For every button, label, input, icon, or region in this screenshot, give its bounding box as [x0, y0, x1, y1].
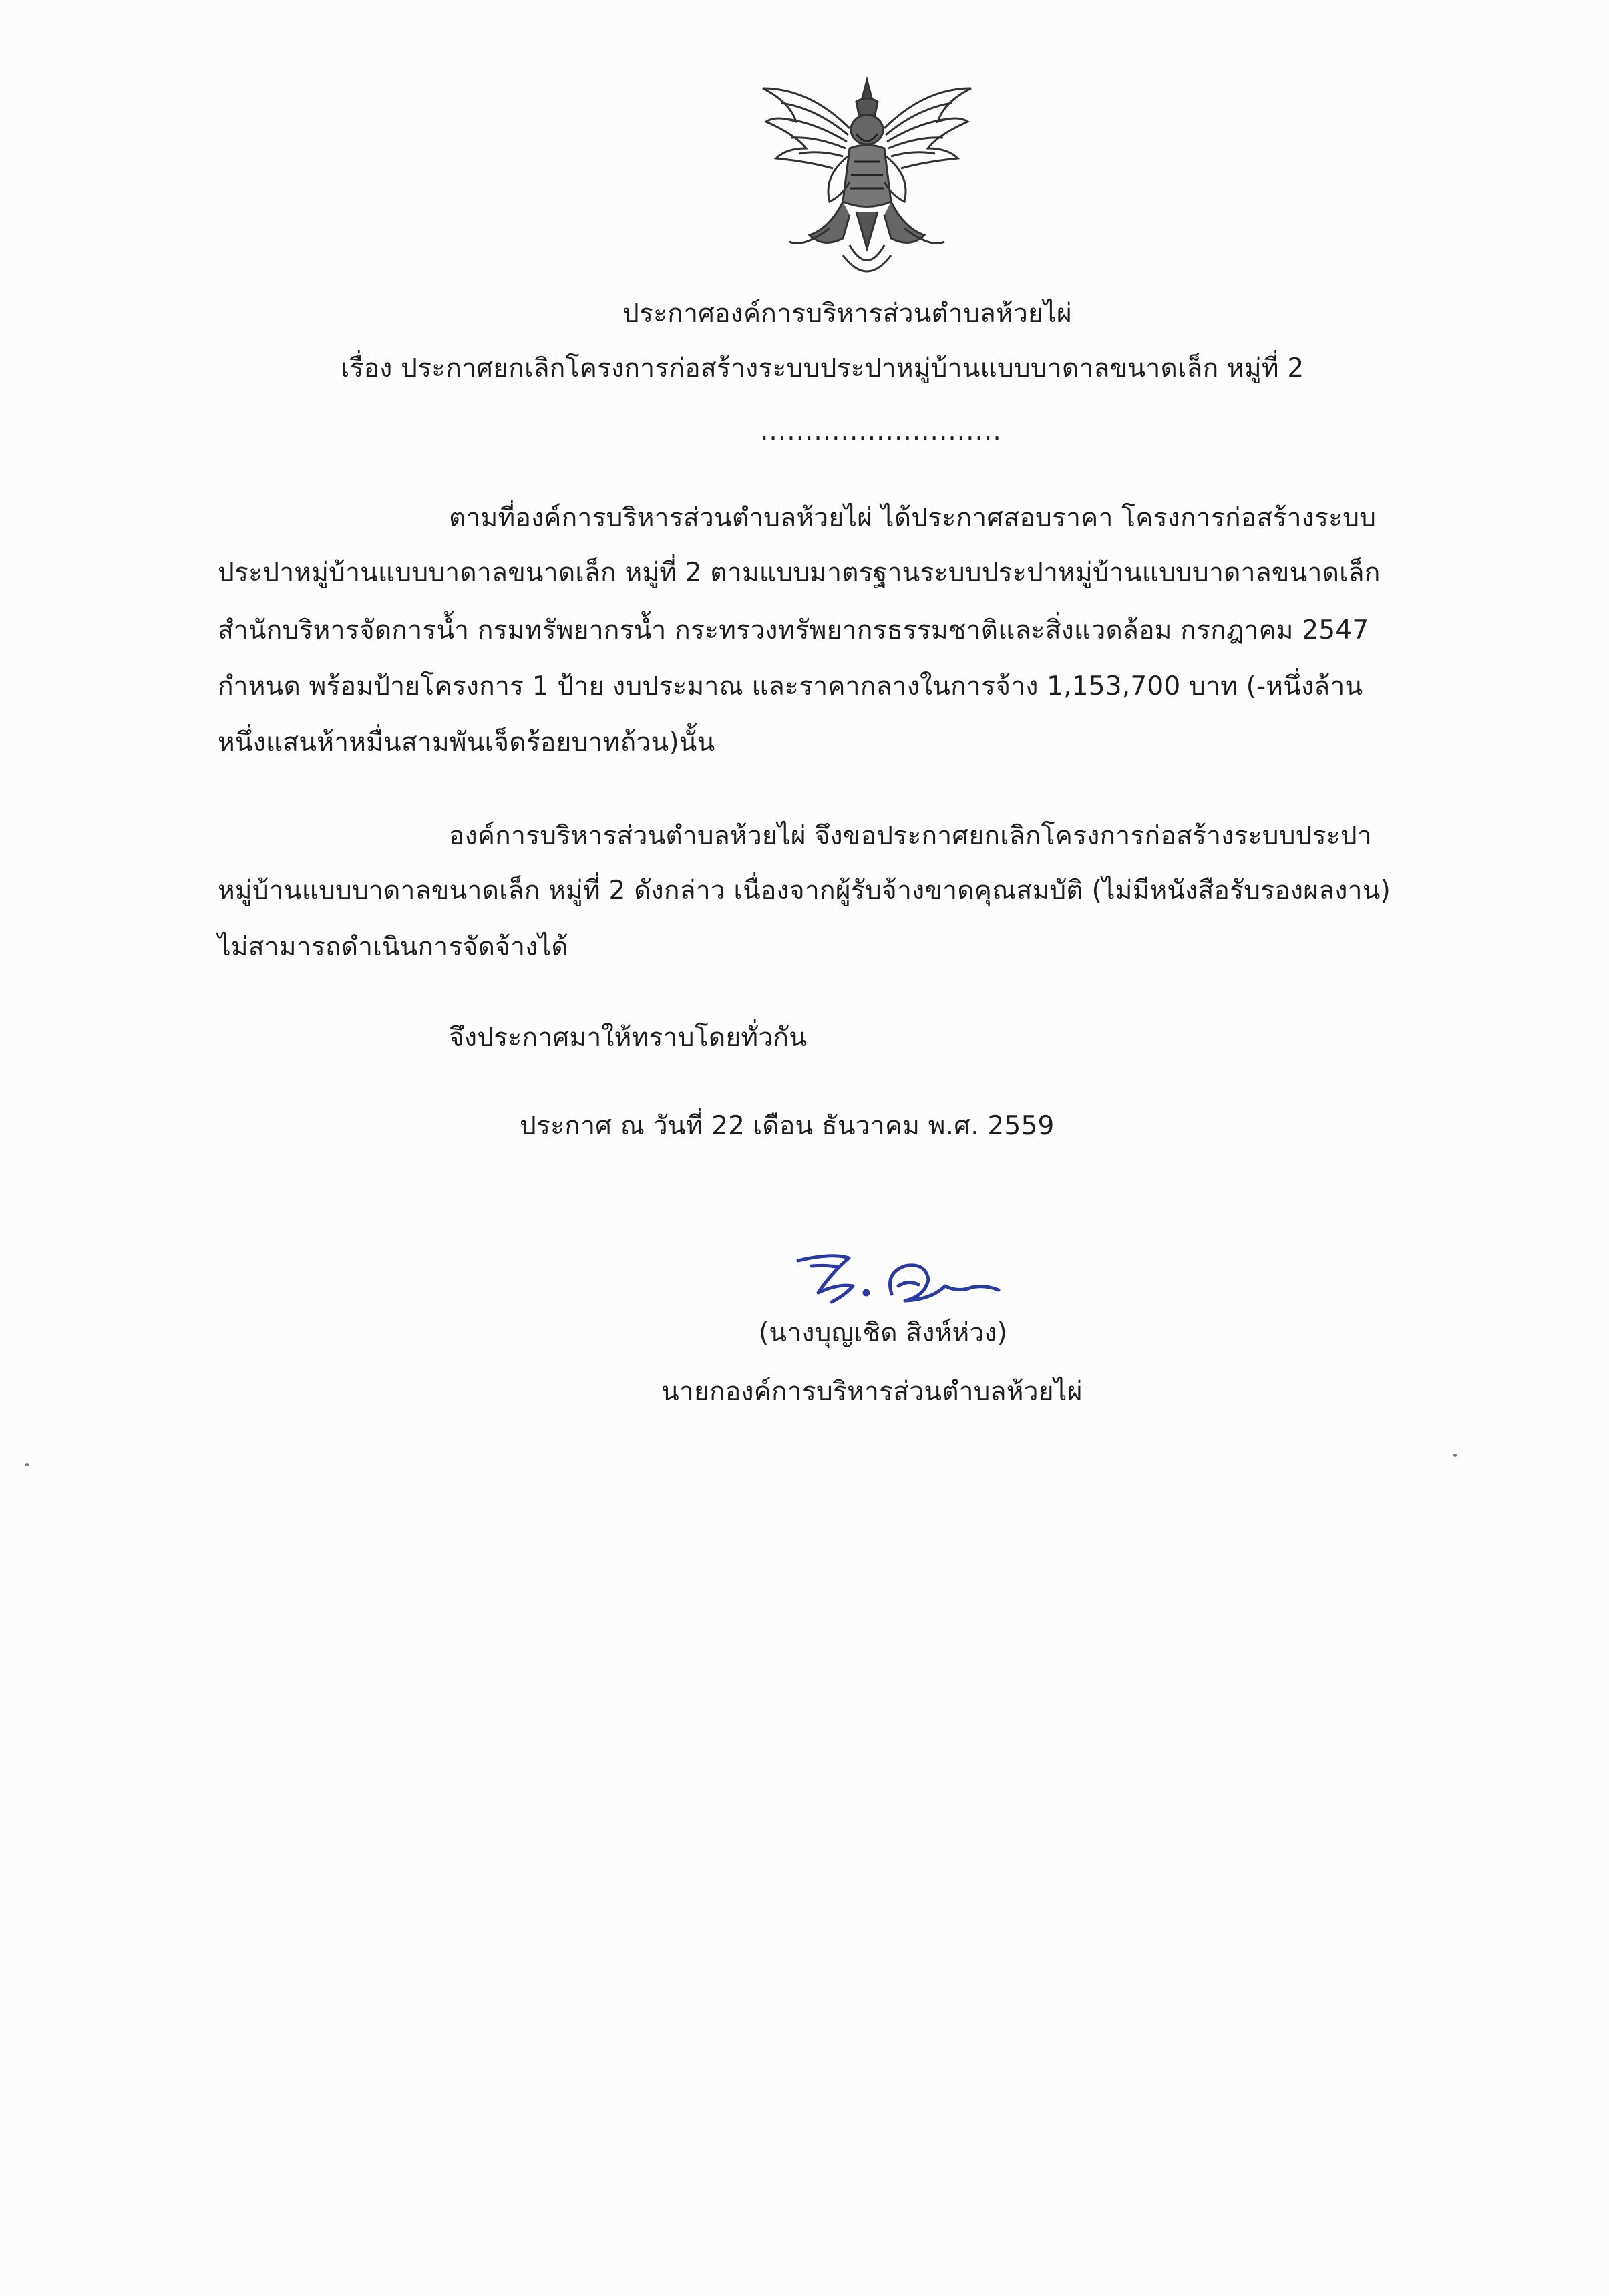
signatory-name: (นางบุญเชิด สิงห์ห่วง) [759, 1318, 1008, 1348]
closing-statement: จึงประกาศมาให้ทราบโดยทั่วกัน [449, 1023, 808, 1053]
garuda-emblem-icon [749, 75, 985, 289]
paragraph1-line: หนึ่งแสนห้าหมื่นสามพันเจ็ดร้อยบาทถ้วน)นั้น [218, 727, 715, 758]
paragraph2-line: องค์การบริหารส่วนตำบลห้วยไผ่ จึงขอประกาศยกเลิกโครงการก่อสร้างระบบประปา [449, 821, 1372, 851]
scan-speck [1453, 1454, 1457, 1457]
paragraph1-line: กำหนด พร้อมป้ายโครงการ 1 ป้าย งบประมาณ และราคากลางในการจ้าง 1,153,700 บาท (-หนึ่งล้าน [218, 671, 1363, 701]
header-divider-dots: ........................... [760, 416, 1002, 446]
scan-speck [25, 1463, 29, 1466]
document-subject: เรื่อง ประกาศยกเลิกโครงการก่อสร้างระบบประปาหมู่บ้านแบบบาดาลขนาดเล็ก หมู่ที่ 2 [341, 353, 1304, 383]
document-title: ประกาศองค์การบริหารส่วนตำบลห้วยไผ่ [622, 299, 1072, 329]
paragraph1-line: สำนักบริหารจัดการน้ำ กรมทรัพยากรน้ำ กระทรวงทรัพยากรธรรมชาติและสิ่งแวดล้อม กรกฎาคม 2547 [218, 615, 1369, 645]
handwritten-signature [791, 1246, 1019, 1319]
paragraph1-line: ประปาหมู่บ้านแบบบาดาลขนาดเล็ก หมู่ที่ 2 ตามแบบมาตรฐานระบบประปาหมู่บ้านแบบบาดาลขนาดเล็ก [218, 558, 1381, 588]
paragraph2-line: หมู่บ้านแบบบาดาลขนาดเล็ก หมู่ที่ 2 ดังกล่าว เนื่องจากผู้รับจ้างขาดคุณสมบัติ (ไม่มีหนังสือรับรองผลงาน) [218, 876, 1391, 906]
paragraph1-line: ตามที่องค์การบริหารส่วนตำบลห้วยไผ่ ได้ประกาศสอบราคา โครงการก่อสร้างระบบ [449, 503, 1377, 533]
paragraph2-line: ไม่สามารถดำเนินการจัดจ้างได้ [218, 932, 568, 962]
signatory-position: นายกองค์การบริหารส่วนตำบลห้วยไผ่ [661, 1377, 1083, 1407]
announcement-date: ประกาศ ณ วันที่ 22 เดือน ธันวาคม พ.ศ. 2559 [520, 1111, 1055, 1141]
